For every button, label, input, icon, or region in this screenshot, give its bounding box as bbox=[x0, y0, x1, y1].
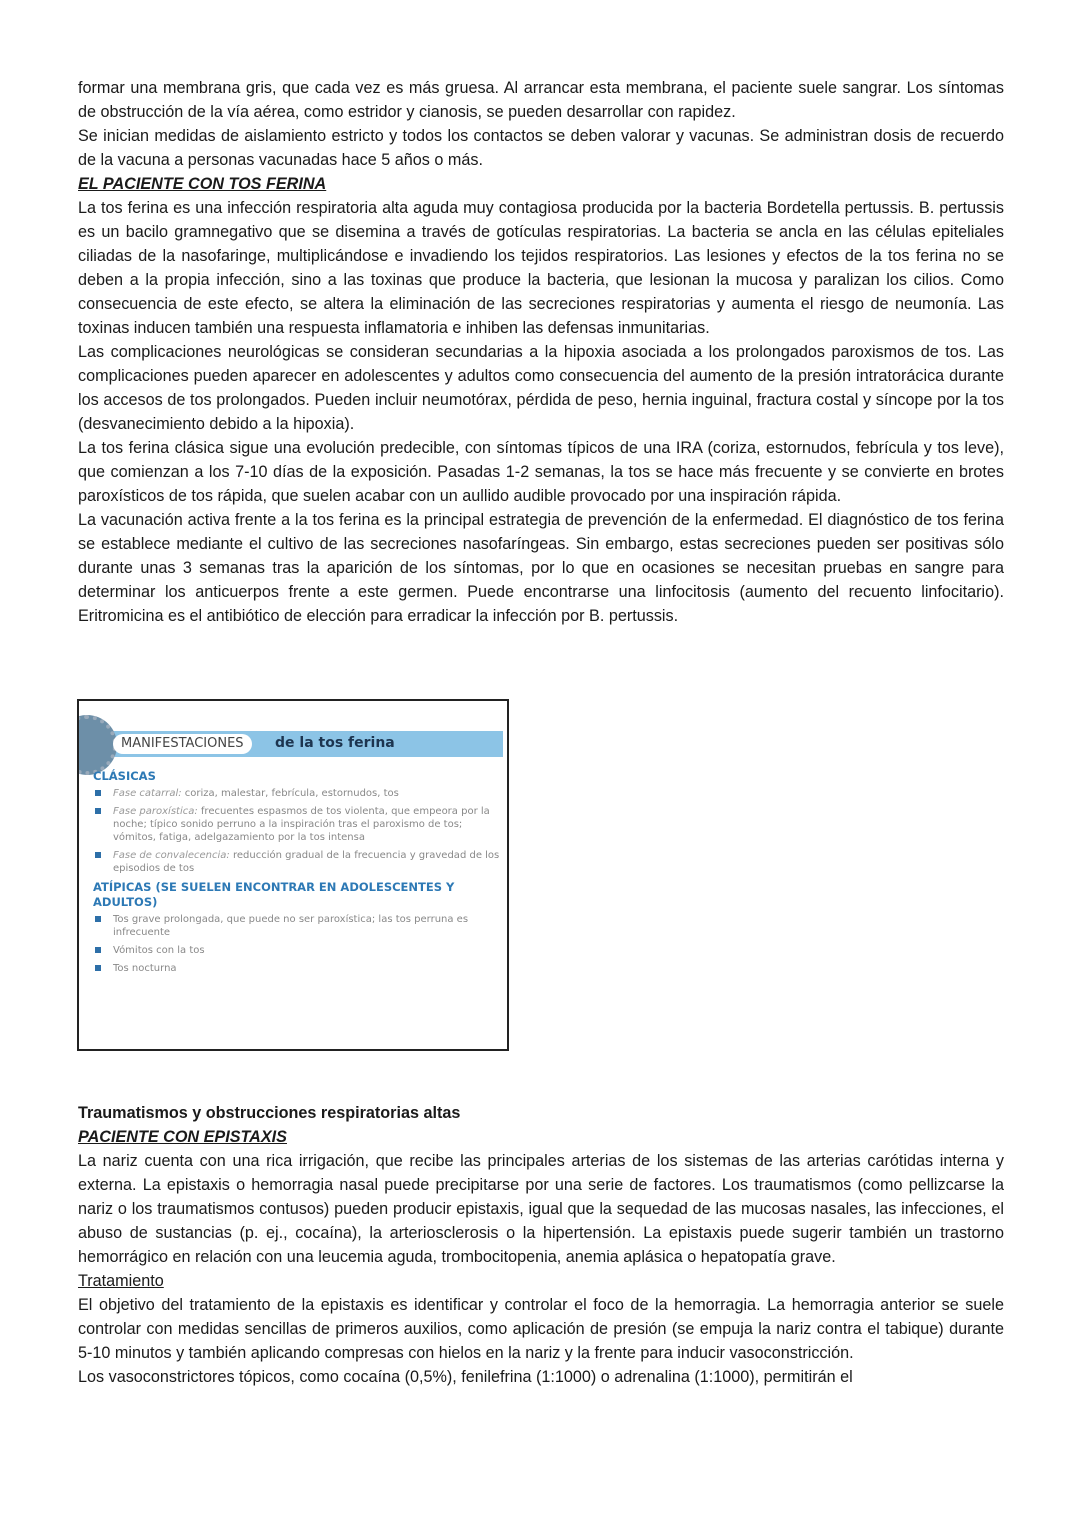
section-clasicas: CLÁSICAS bbox=[93, 769, 156, 783]
paragraph: formar una membrana gris, que cada vez es más gruesa. Al arrancar esta membrana, el paciente suele sangrar. Los síntomas de obstrucción de la vía aérea, como estridor y cianosis, se pueden desarrollar con rapidez. bbox=[78, 79, 1004, 121]
list-item: Tos nocturna bbox=[93, 962, 501, 975]
heading-tratamiento: Tratamiento bbox=[78, 1272, 164, 1290]
list-item: Fase de convalecencia: reducción gradual de la frecuencia y gravedad de los episodios de tos bbox=[93, 849, 501, 875]
paragraph: Los vasoconstrictores tópicos, como cocaína (0,5%), fenilefrina (1:1000) o adrenalina (1:1000), permitirán el bbox=[78, 1368, 853, 1386]
manifestaciones-figure bbox=[77, 699, 509, 1051]
paragraph: Se inician medidas de aislamiento estricto y todos los contactos se deben valorar y vacunas. Se administran dosis de recuerdo de la vacuna a personas vacunadas hace 5 años o más. bbox=[78, 127, 1004, 169]
paragraph: La vacunación activa frente a la tos ferina es la principal estrategia de prevención de la enfermedad. El diagnóstico de tos ferina se establece mediante el cultivo de las secreciones nasofaríngeas. Sin embargo, estas secreciones pueden ser positivas sólo durante unas 3 semanas tras la aparición de los síntomas, por lo que en ocasiones se necesitan pruebas en sangre para determinar los anticuerpos frente a este germen. Puede encontrarse una linfocitosis (aumento del recuento linfocitario). Eritromicina es el antibiótico de elección para erradicar la infección por B. pertussis. bbox=[78, 511, 1004, 625]
list-item: Tos grave prolongada, que puede no ser paroxística; las tos perruna es infrecuente bbox=[93, 913, 501, 939]
figure-title-pill: MANIFESTACIONES bbox=[113, 734, 252, 754]
paragraph: La tos ferina es una infección respiratoria alta aguda muy contagiosa producida por la bacteria Bordetella pertussis. B. pertussis es un bacilo gramnegativo que se disemina a través de gotículas respiratorias. La bacteria se ancla en las células epiteliales ciliadas de la nasofaringe, multiplicándose e invadiendo los tejidos respiratorios. Las lesiones y efectos de la tos ferina no se deben a la propia infección, sino a las toxinas que produce la bacteria, que lesionan la mucosa y paralizan los cilios. Como consecuencia de este efecto, se altera la eliminación de las secreciones respiratorias y aumenta el riesgo de neumonía. Las toxinas inducen también una respuesta inflamatoria e inhiben las defensas inmunitarias. bbox=[78, 199, 1004, 337]
list-item: Fase paroxística: frecuentes espasmos de tos violenta, que empeora por la noche; típico sonido perruno a la inspiración tras el paroxismo de tos; vómitos, fatiga, adelgazamiento por la tos intensa bbox=[93, 805, 501, 844]
text-section-tos-ferina bbox=[78, 76, 1004, 628]
list-item: Fase catarral: coriza, malestar, febrícula, estornudos, tos bbox=[93, 787, 501, 800]
paragraph: El objetivo del tratamiento de la epistaxis es identificar y controlar el foco de la hemorragia. La hemorragia anterior se suele controlar con medidas sencillas de primeros auxilios, como aplicación de presión (se empuja la nariz contra el tabique) durante 5-10 minutos y también aplicando compresas con hielos en la nariz y la frente para inducir vasoconstricción. bbox=[78, 1296, 1004, 1362]
figure-title: de la tos ferina bbox=[275, 735, 395, 751]
heading-tos-ferina: EL PACIENTE CON TOS FERINA bbox=[78, 175, 327, 193]
section-atipicas: ATÍPICAS (SE SUELEN ENCONTRAR EN ADOLESCENTES Y ADULTOS) bbox=[93, 880, 455, 909]
text-section-epistaxis bbox=[78, 1101, 1004, 1389]
paragraph: La tos ferina clásica sigue una evolución predecible, con síntomas típicos de una IRA (coriza, estornudos, febrícula y tos leve), que comienzan a los 7-10 días de la exposición. Pasadas 1-2 semanas, la tos se hace más frecuente y se convierte en brotes paroxísticos de tos rápida, que suelen acabar con un aullido audible provocado por una inspiración rápida. bbox=[78, 439, 1004, 505]
paragraph: La nariz cuenta con una rica irrigación, que recibe las principales arterias de los sistemas de las arterias carótidas interna y externa. La epistaxis o hemorragia nasal puede precipitarse por una serie de factores. Los traumatismos (como pellizcarse la nariz o los traumatismos contusos) pueden producir epistaxis, igual que la sequedad de las mucosas nasales, las infecciones, el abuso de sustancias (p. ej., cocaína), la arteriosclerosis o la hipertensión. La epistaxis puede sugerir también un trastorno hemorrágico en relación con una leucemia aguda, trombocitopenia, anemia aplásica o hepatopatía grave. bbox=[78, 1152, 1004, 1266]
heading-traumatismos: Traumatismos y obstrucciones respiratorias altas bbox=[78, 1104, 461, 1122]
paragraph: Las complicaciones neurológicas se consideran secundarias a la hipoxia asociada a los prolongados paroxismos de tos. Las complicaciones pueden aparecer en adolescentes y adultos como consecuencia del aumento de la presión intratorácica durante los accesos de tos prolongados. Pueden incluir neumotórax, pérdida de peso, hernia inguinal, fractura costal y síncope por la tos (desvanecimiento debido a la hipoxia). bbox=[78, 343, 1004, 433]
list-item: Vómitos con la tos bbox=[93, 944, 501, 957]
heading-epistaxis: PACIENTE CON EPISTAXIS bbox=[78, 1128, 287, 1146]
